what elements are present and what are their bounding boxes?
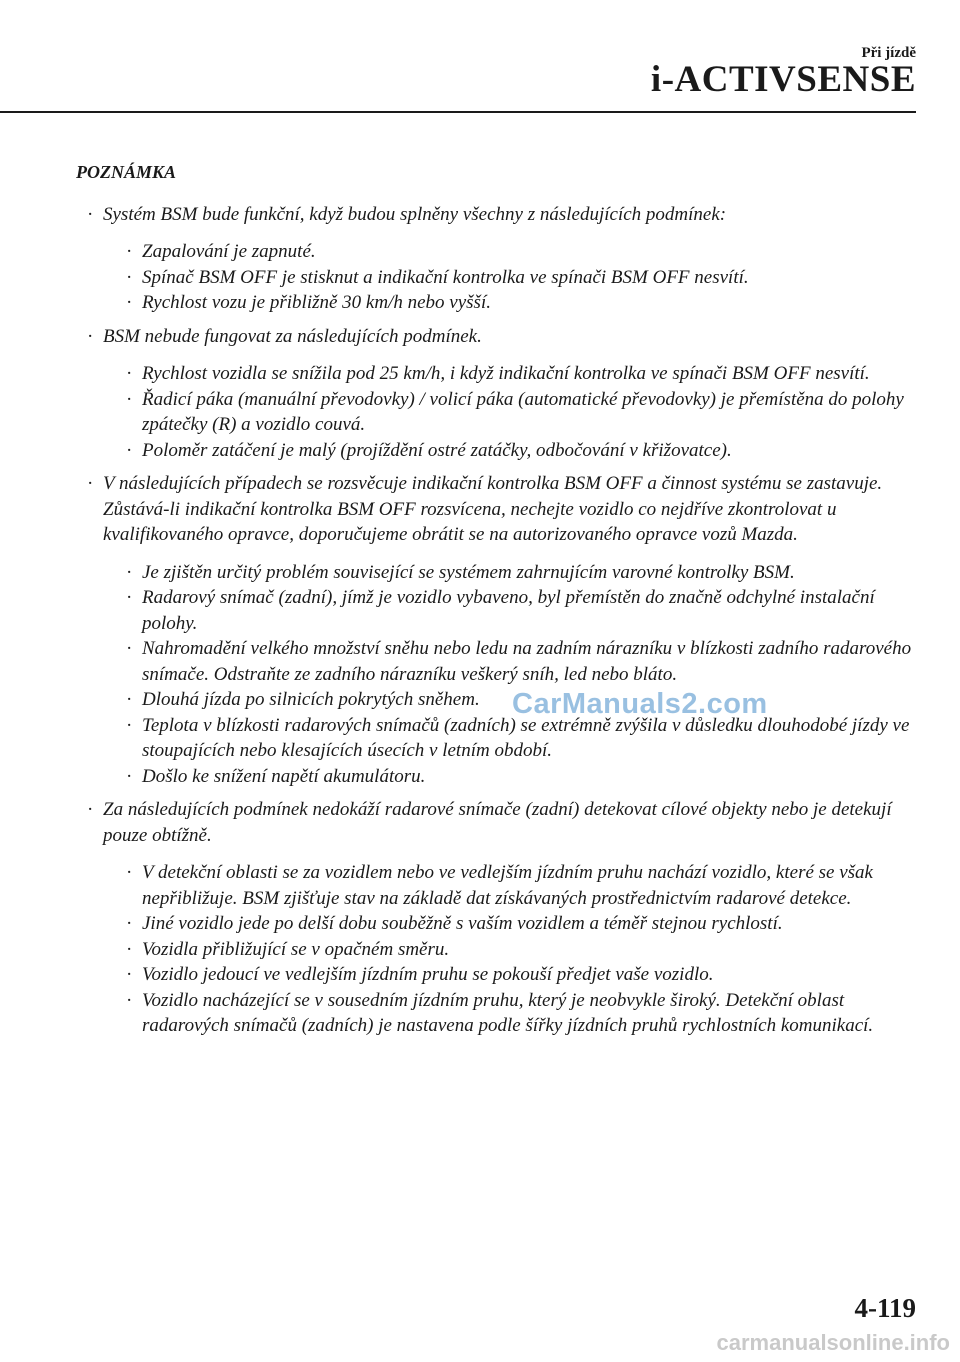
- page-number: 4-119: [854, 1293, 916, 1323]
- list-item: [76, 324, 924, 464]
- sub-list: [103, 361, 924, 463]
- bullet-icon: ·: [126, 689, 133, 710]
- sub-list-item-text: Vozidla přibližující se v opačném směru.: [142, 938, 450, 960]
- sub-list-item-text: Rychlost vozidla se snížila pod 25 km/h, i když indikační kontrolka ve spínači BSM OFF nesvítí.: [142, 363, 870, 384]
- list-item-text: BSM nebude fungovat za následujících podmínek.: [103, 325, 482, 347]
- bullet-icon: ·: [126, 913, 133, 934]
- sub-list-item: [103, 764, 924, 790]
- sub-list-item: [103, 636, 924, 687]
- chapter-title: i-ACTIVSENSE: [650, 59, 916, 100]
- sub-list-item-text: Teplota v blízkosti radarových snímačů (zadních) se extrémně zvýšila v důsledku dlouhodobé jízdy ve stoupajících nebo klesajících úsecích v letním období.: [142, 714, 910, 761]
- bullet-icon: ·: [126, 989, 133, 1011]
- list-item: [76, 202, 924, 316]
- note-block: [76, 160, 924, 1047]
- sub-list-item: [103, 860, 924, 911]
- bullet-icon: ·: [87, 799, 94, 820]
- sub-list-item: [103, 937, 924, 963]
- bullet-icon: ·: [126, 561, 133, 583]
- header-divider: [0, 111, 916, 113]
- sub-list-item: [103, 290, 924, 316]
- bullet-icon: ·: [126, 292, 133, 313]
- bullet-icon: ·: [126, 363, 133, 384]
- bullet-icon: ·: [126, 388, 133, 410]
- list-item-text: Za následujících podmínek nedokáží radarové snímače (zadní) detekovat cílové objekty nebo je detekují pouze obtížně.: [103, 799, 892, 846]
- sub-list-item: [103, 361, 924, 387]
- sub-list-item-text: Rychlost vozu je přibližně 30 km/h nebo vyšší.: [142, 292, 491, 313]
- bullet-icon: ·: [126, 714, 133, 736]
- sub-list-item-text: Vozidlo nacházející se v sousedním jízdním pruhu, který je neobvykle široký. Detekční oblast radarových snímačů (zadních) je nastavena podle šířky jízdních pruhů rychlostních komunikací.: [142, 989, 874, 1036]
- bullet-icon: ·: [126, 765, 133, 787]
- section-label: Při jízdě: [861, 45, 916, 61]
- list-item-text: V následujících případech se rozsvěcuje indikační kontrolka BSM OFF a činnost systému se zastavuje. Zůstává-li indikační kontrolka BSM OFF rozsvícena, nechejte vozidlo co nejdříve zkontrolovat u kvalifikovaného opravce, doporučujeme obrátit se na autorizovaného opravce vozů Mazda.: [103, 473, 883, 545]
- bullet-icon: ·: [126, 938, 133, 960]
- sub-list-item: [103, 387, 924, 438]
- list-item: [76, 471, 924, 789]
- sub-list-item: [103, 239, 924, 265]
- sub-list-item: [103, 988, 924, 1039]
- bullet-icon: ·: [87, 325, 94, 347]
- sub-list-item: [103, 560, 924, 586]
- sub-list-item-text: Vozidlo jedoucí ve vedlejším jízdním pruhu se pokouší předjet vaše vozidlo.: [142, 964, 714, 985]
- bullet-icon: ·: [87, 203, 94, 225]
- bullet-icon: ·: [126, 587, 133, 608]
- bullet-icon: ·: [126, 638, 133, 659]
- sub-list-item-text: Dlouhá jízda po silnicích pokrytých sněhem.: [142, 689, 480, 710]
- sub-list-item-text: Spínač BSM OFF je stisknut a indikační kontrolka ve spínači BSM OFF nesvítí.: [142, 266, 749, 288]
- bullet-icon: ·: [126, 964, 133, 985]
- sub-list: [103, 239, 924, 316]
- bullet-icon: ·: [126, 241, 133, 262]
- sub-list-item: [103, 265, 924, 291]
- note-bullet-list: [76, 202, 924, 1039]
- sub-list-item: [103, 911, 924, 937]
- sub-list-item: [103, 438, 924, 464]
- bullet-icon: ·: [126, 862, 133, 883]
- bullet-icon: ·: [126, 266, 133, 288]
- watermark: CarManuals2.com: [512, 688, 768, 720]
- bullet-icon: ·: [87, 473, 94, 494]
- sub-list-item-text: Poloměr zatáčení je malý (projíždění ostré zatáčky, odbočování v křižovatce).: [142, 439, 732, 461]
- bullet-icon: ·: [126, 439, 133, 461]
- sub-list-item-text: Došlo ke snížení napětí akumulátoru.: [142, 765, 426, 787]
- sub-list-item-text: Nahromadění velkého množství sněhu nebo ledu na zadním nárazníku v blízkosti zadního radarového snímače. Odstraňte ze zadního nárazníku veškerý sníh, led nebo bláto.: [142, 638, 912, 685]
- list-item-text: Systém BSM bude funkční, když budou splněny všechny z následujících podmínek:: [103, 203, 727, 225]
- sub-list-item-text: Jiné vozidlo jede po delší dobu souběžně s vaším vozidlem a téměř stejnou rychlostí.: [142, 913, 783, 934]
- list-item: [76, 797, 924, 1039]
- note-heading: POZNÁMKA: [76, 162, 177, 182]
- sub-list: [103, 860, 924, 1039]
- sub-list-item-text: Radarový snímač (zadní), jímž je vozidlo vybaveno, byl přemístěn do značně odchylné instalační polohy.: [142, 587, 875, 634]
- sub-list-item-text: Zapalování je zapnuté.: [142, 241, 316, 262]
- sub-list-item-text: V detekční oblasti se za vozidlem nebo ve vedlejším jízdním pruhu nachází vozidlo, které se však nepřibližuje. BSM zjišťuje stav na základě dat získávaných prostřednictvím radarové detekce.: [142, 862, 873, 909]
- sub-list-item-text: Je zjištěn určitý problém související se systémem zahrnujícím varovné kontrolky BSM.: [142, 561, 795, 583]
- sub-list-item: [103, 962, 924, 988]
- sub-list-item: [103, 585, 924, 636]
- sub-list-item-text: Řadicí páka (manuální převodovky) / volicí páka (automatické převodovky) je přemístěna do polohy zpátečky (R) a vozidlo couvá.: [142, 388, 904, 435]
- sub-list: [103, 560, 924, 790]
- footer-site-link[interactable]: carmanualsonline.info: [716, 1330, 950, 1355]
